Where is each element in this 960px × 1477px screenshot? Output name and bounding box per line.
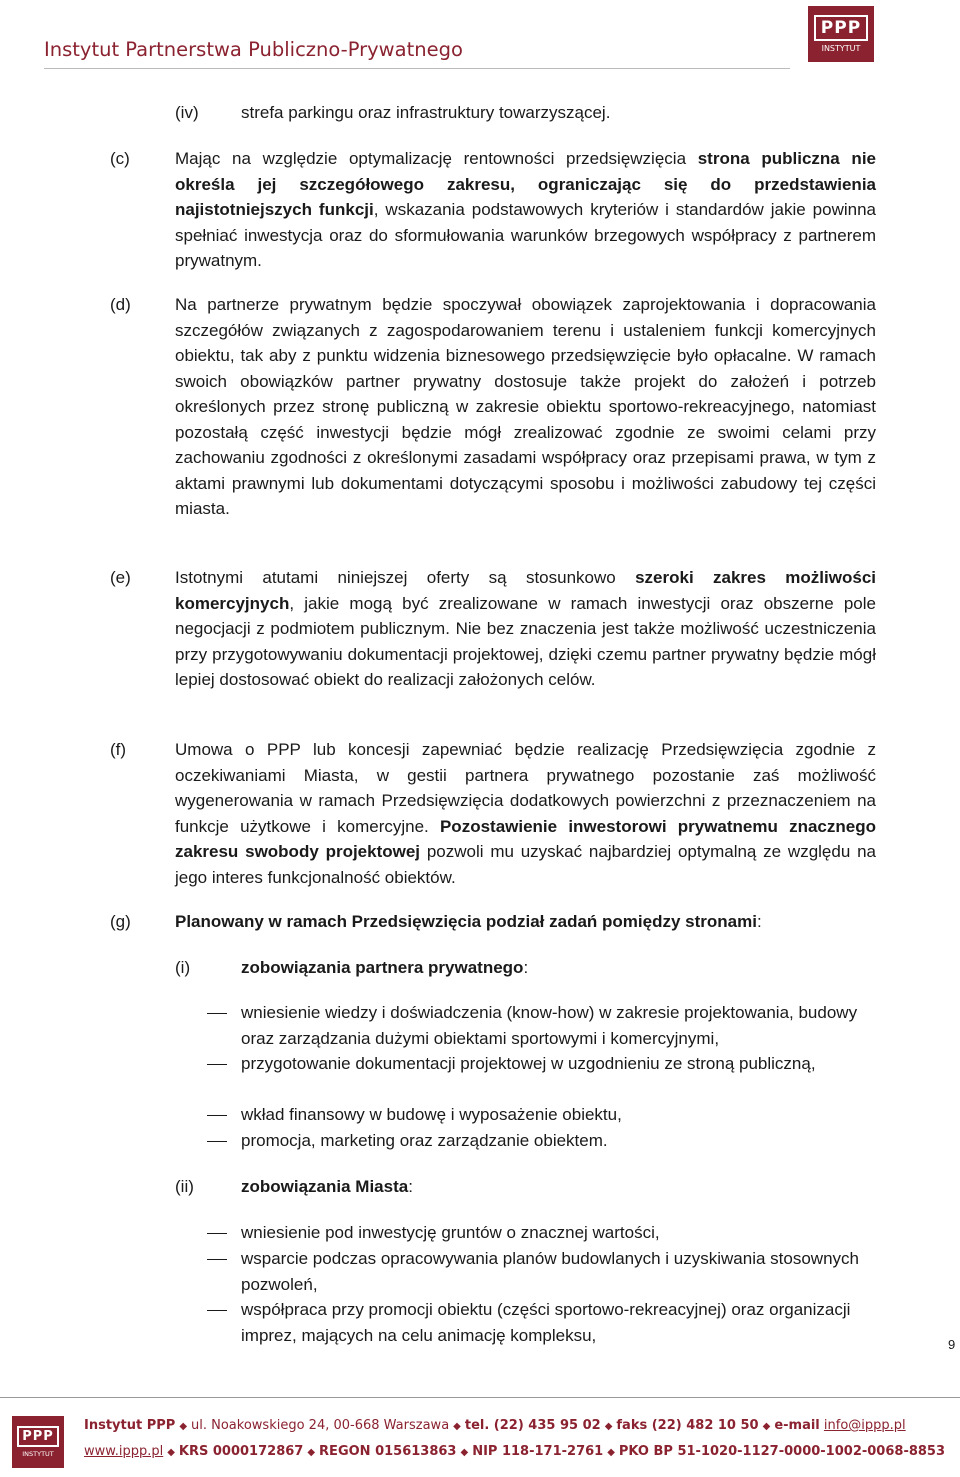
bullet-item: wkład finansowy w budowę i wyposażenie obiektu, — [241, 1105, 622, 1124]
footer-krs: KRS 0000172867 — [178, 1444, 304, 1459]
item-text: , jakie mogą być zrealizowane w ramach inwestycji oraz obszerne pole negocjacji z podmiotem publicznym. Nie bez znaczenia jest także możliwość uczestniczenia przy przygotowywaniu dokumentacji projektowej, dzięki czemu partner prywatny będzie mógł lepiej dostosować obiekt do realizacji założonych celów. — [175, 593, 876, 689]
list-item — [241, 100, 881, 126]
bullet-item: wsparcie podczas opracowywania planów budowlanych i uzyskiwania stosownych pozwoleń, — [241, 1249, 859, 1294]
diamond-icon: ◆ — [307, 1447, 316, 1458]
item-text: Mając na względzie optymalizację rentowności przedsięwzięcia — [175, 149, 698, 168]
list-item — [175, 909, 876, 935]
footer-bank: PKO BP 51-1020-1127-0000-1002-0068-8853 — [618, 1444, 946, 1459]
footer-contact-line — [84, 1418, 906, 1433]
item-text: pozwoli mu uzyskać najbardziej optymalną ze względu na jego interes funkcjonalność obiektów. — [175, 842, 876, 887]
header-title: Instytut Partnerstwa Publiczno-Prywatnego — [44, 38, 463, 61]
subitem-heading-text: zobowiązania Miasta — [241, 1177, 409, 1196]
item-text: : — [756, 912, 762, 931]
footer-fax: faks (22) 482 10 50 — [616, 1418, 759, 1433]
diamond-icon: ◆ — [460, 1447, 469, 1458]
footer-registry-line — [84, 1444, 945, 1459]
footer-www-link[interactable]: www.ippp.pl — [84, 1444, 164, 1459]
footer-divider — [0, 1397, 960, 1398]
list-item — [175, 737, 876, 890]
list-item — [175, 146, 876, 274]
list-item — [175, 292, 876, 522]
footer-address: ul. Noakowskiego 24, 00-668 Warszawa — [191, 1418, 450, 1433]
dash-bullet — [207, 1259, 227, 1260]
footer-org: Instytut PPP — [84, 1418, 176, 1433]
subitem-label: (i) — [175, 958, 191, 977]
bullet-item: współpraca przy promocji obiektu (części sportowo-rekreacyjnej) oraz organizacji imprez, mających na celu animację kompleksu, — [241, 1300, 851, 1345]
page-number: 9 — [948, 1337, 956, 1352]
dash-bullet — [207, 1141, 227, 1142]
item-label: (iv) — [175, 103, 199, 122]
dash-bullet — [207, 1064, 227, 1065]
diamond-icon: ◆ — [607, 1447, 615, 1458]
bullet-item: promocja, marketing oraz zarządzanie obiektem. — [241, 1131, 608, 1150]
dash-bullet — [207, 1233, 227, 1234]
footer-email-label: e-mail — [774, 1418, 820, 1433]
diamond-icon: ◆ — [453, 1421, 461, 1432]
footer-tel: tel. (22) 435 95 02 — [464, 1418, 601, 1433]
item-text-bold: strona publiczna nie określa jej szczegółowego zakresu, ograniczając się do przedstawienia najistotniejszych funkcji — [175, 149, 876, 219]
item-text-bold: Planowany w ramach Przedsięwzięcia podział zadań pomiędzy stronami — [175, 912, 757, 931]
item-label: (e) — [110, 568, 131, 587]
item-label: (g) — [110, 912, 131, 931]
subitem-colon: : — [408, 1177, 413, 1196]
subitem-label: (ii) — [175, 1177, 194, 1196]
list-item — [175, 565, 876, 693]
dash-bullet — [207, 1310, 227, 1311]
footer-regon: REGON 015613863 — [319, 1444, 457, 1459]
logo-text: PPP — [17, 1426, 59, 1447]
dash-bullet — [207, 1115, 227, 1116]
item-text: Istotnymi atutami niniejszej oferty są stosunkowo — [175, 568, 636, 587]
item-label: (c) — [110, 149, 130, 168]
item-text: , wskazania podstawowych kryteriów i standardów jakie powinna spełniać inwestycja oraz do sformułowania warunków brzegowych współpracy z partnerem prywatnym. — [175, 200, 876, 270]
item-label: (d) — [110, 295, 131, 314]
logo-subtext: INSTYTUT — [821, 44, 861, 53]
item-text: Umowa o PPP lub koncesji zapewniać będzie realizację Przedsięwzięcia zgodnie z oczekiwaniami Miasta, w gestii partnera prywatnego pozostanie zaś możliwość wygenerowania w ramach Przedsięwzięcia dodatkowych powierzchni z przeznaczeniem na funkcje użytkowe i komercyjne. — [175, 740, 876, 836]
diamond-icon: ◆ — [604, 1421, 613, 1432]
logo-text: PPP — [814, 15, 868, 41]
footer-email-link[interactable]: info@ippp.pl — [823, 1418, 906, 1433]
item-text-bold: Pozostawienie inwestorowi prywatnemu znacznego zakresu swobody projektowej — [175, 816, 876, 861]
bullet-item: wniesienie wiedzy i doświadczenia (know-how) w zakresie projektowania, budowy oraz zarządzania dużymi obiektami sportowymi i komercyjnymi, — [241, 1003, 858, 1048]
subitem-heading — [241, 955, 528, 981]
diamond-icon: ◆ — [179, 1421, 188, 1432]
footer-nip: NIP 118-171-2761 — [472, 1444, 604, 1459]
bullet-item: przygotowanie dokumentacji projektowej w uzgodnieniu ze stroną publiczną, — [241, 1054, 816, 1073]
subitem-heading — [241, 1174, 413, 1200]
item-label: (f) — [110, 740, 127, 759]
logo-subtext: INSTYTUT — [22, 1450, 54, 1458]
header-divider — [44, 68, 790, 69]
bullet-item: wniesienie pod inwestycję gruntów o znacznej wartości, — [241, 1223, 660, 1242]
dash-bullet — [207, 1013, 227, 1014]
subitem-heading-text: zobowiązania partnera prywatnego — [241, 958, 524, 977]
item-text: strefa parkingu oraz infrastruktury towarzyszącej. — [241, 103, 611, 122]
diamond-icon: ◆ — [762, 1421, 771, 1432]
subitem-colon: : — [523, 958, 529, 977]
item-text: Na partnerze prywatnym będzie spoczywał obowiązek zaprojektowania i dopracowania szczegółów związanych z zagospodarowaniem terenu i ustaleniem funkcji komercyjnych obiektu, tak aby z punktu widzenia biznesowego przedsięwzięcie było opłacalne. W ramach swoich obowiązków partner prywatny dostosuje także projekt do założeń i potrzeb określonych przez stronę publiczną w zakresie obiektu sportowo-rekreacyjnego, natomiast pozostałą część inwestycji będzie mógł zrealizować zgodnie ze swoimi celami przy zachowaniu zgodności z określonymi zasadami współpracy oraz przepisami prawa, w tym z aktami prawnymi lub dokumentami dotyczącymi sposobu i możliwości zabudowy tej części miasta. — [175, 295, 876, 518]
ppp-logo-footer — [12, 1416, 64, 1468]
diamond-icon: ◆ — [167, 1447, 175, 1458]
ppp-logo — [808, 6, 874, 62]
item-text-bold: szeroki zakres możliwości komercyjnych — [175, 568, 876, 613]
